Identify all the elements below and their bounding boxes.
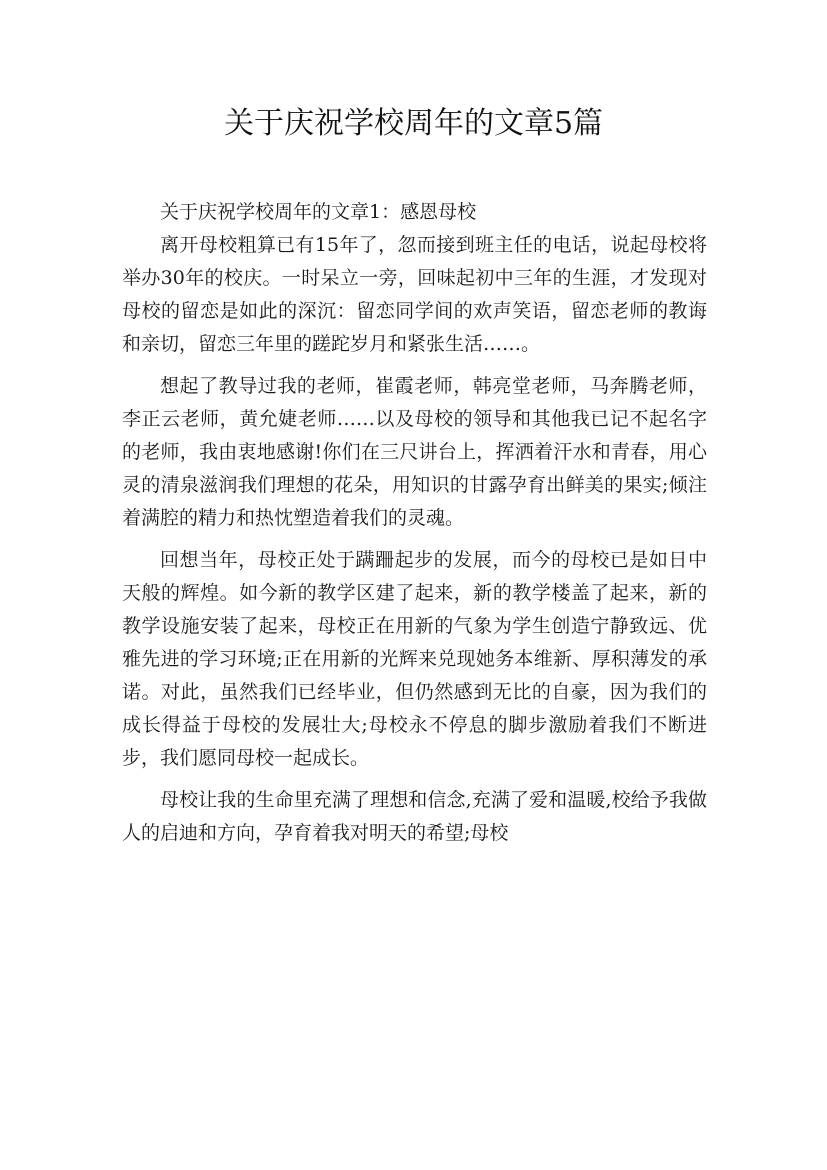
document-body xyxy=(122,196,707,850)
document-title: 关于庆祝学校周年的文章5篇 xyxy=(223,106,604,141)
paragraph-1: 离开母校粗算已有15年了，忽而接到班主任的电话，说起母校将举办30年的校庆。一时呆立一旁，回味起初中三年的生涯，才发现对母校的留恋是如此的深沉：留恋同学间的欢声笑语，留恋老师的教诲和亲切，留恋三年里的蹉跎岁月和紧张生活……。 xyxy=(122,234,707,355)
paragraph-3: 回想当年，母校正处于蹒跚起步的发展，而今的母校已是如日中天般的辉煌。如今新的教学区建了起来，新的教学楼盖了起来，新的教学设施安装了起来，母校正在用新的气象为学生创造宁静致远、优雅先进的学习环境;正在用新的光辉来兑现她务本维新、厚积薄发的承诺。对此，虽然我们已经毕业，但仍然感到无比的自豪，因为我们的成长得益于母校的发展壮大;母校永不停息的脚步激励着我们不断进步，我们愿同母校一起成长。 xyxy=(122,549,707,769)
section-heading: 关于庆祝学校周年的文章1：感恩母校 xyxy=(160,201,477,223)
paragraph-4: 母校让我的生命里充满了理想和信念,充满了爱和温暖,校给予我做人的启迪和方向，孕育着我对明天的希望;母校 xyxy=(122,789,707,844)
paragraph-2: 想起了教导过我的老师，崔霞老师，韩亮堂老师，马奔腾老师，李正云老师，黄允婕老师……以及母校的领导和其他我已记不起名字的老师，我由衷地感谢!你们在三尺讲台上，挥洒着汗水和青春，用心灵的清泉滋润我们理想的花朵，用知识的甘露孕育出鲜美的果实;倾注着满腔的精力和热忱塑造着我们的灵魂。 xyxy=(122,375,707,529)
